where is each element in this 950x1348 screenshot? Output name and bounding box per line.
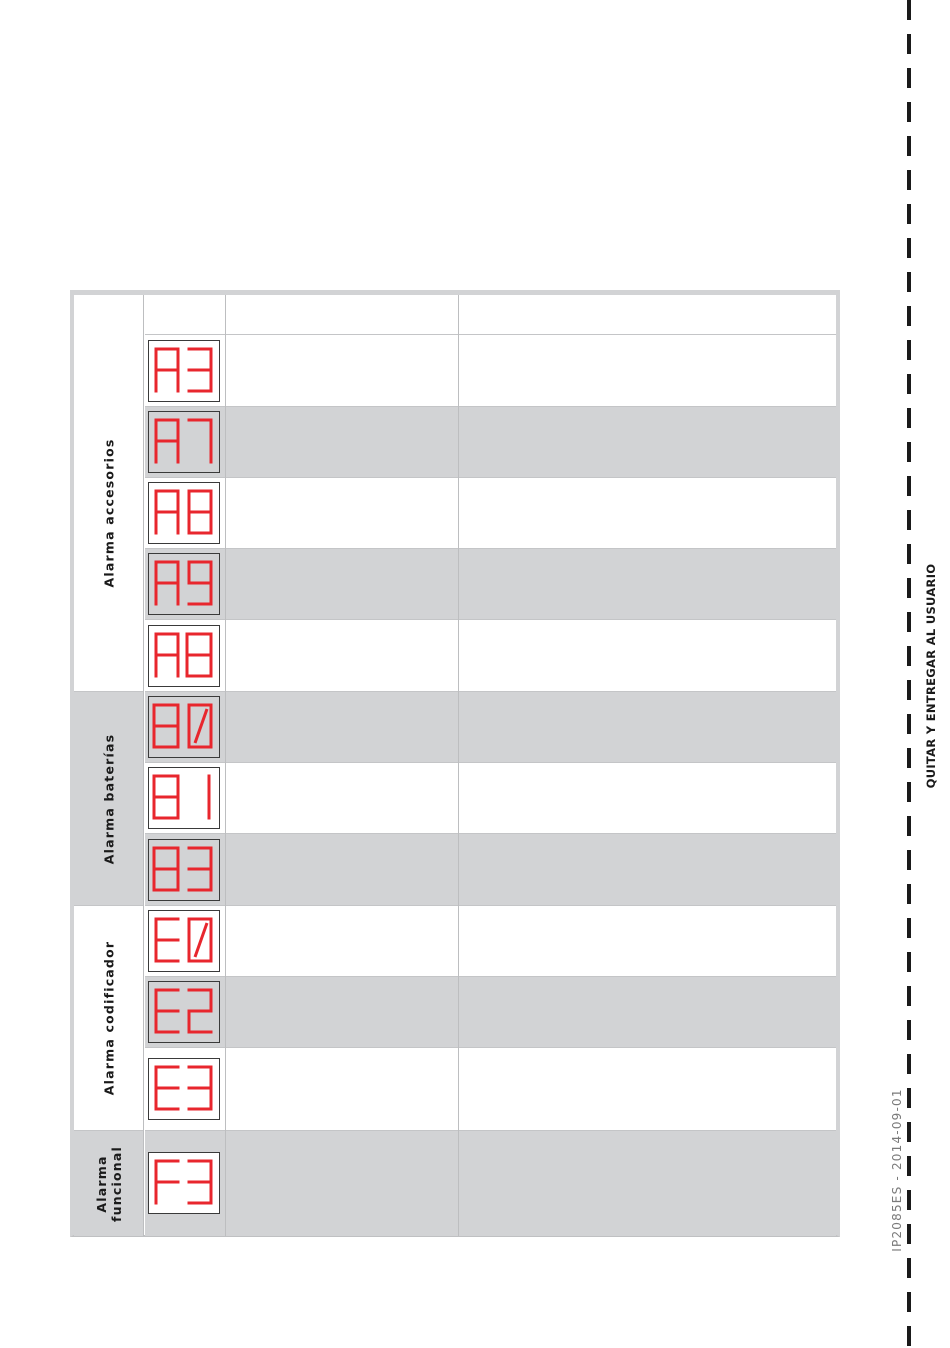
table-row-a3 (145, 335, 836, 407)
display-a7 (148, 411, 220, 473)
table-row-e0 (145, 906, 836, 977)
digit-0 (189, 705, 211, 747)
group-label-codificador: Alarma codificador (101, 940, 117, 1096)
digit-a (156, 634, 178, 676)
table-row-a9 (145, 549, 836, 620)
table-row-b3 (145, 834, 836, 906)
seven-segment-glyphs (149, 626, 218, 685)
digit-3 (189, 1067, 211, 1109)
display-a3 (148, 340, 220, 402)
display-ab (148, 625, 220, 687)
display-b3 (148, 839, 220, 901)
table-row-b0 (145, 692, 836, 763)
digit-b (154, 776, 178, 818)
seven-segment-glyphs (149, 412, 218, 471)
seven-segment-glyphs (149, 697, 218, 756)
group-cell-codificador (74, 906, 144, 1131)
group-label-accesorios: Alarma accesorios (101, 438, 117, 588)
column-divider-3 (458, 295, 459, 1236)
seven-segment-glyphs (149, 341, 218, 400)
digit-b (154, 705, 178, 747)
group-cell-funcional (74, 1131, 144, 1236)
seven-segment-glyphs (149, 768, 218, 827)
table-row-b1 (145, 763, 836, 834)
group-label-funcional (94, 1146, 124, 1222)
cut-instruction: QUITAR Y ENTREGAR AL USUARIO (924, 563, 938, 789)
group-cell-baterias (74, 692, 144, 906)
digit-a (156, 349, 178, 391)
display-e3 (148, 1058, 220, 1120)
group-cell-accesorios (74, 335, 144, 692)
digit-f (156, 1161, 178, 1203)
seven-segment-glyphs (149, 911, 218, 970)
digit-3 (189, 848, 211, 890)
seven-segment-glyphs (149, 554, 218, 613)
seven-segment-glyphs (149, 1153, 218, 1212)
table-row-a7 (145, 407, 836, 478)
display-a8 (148, 482, 220, 544)
table-row-f3 (145, 1131, 836, 1236)
seven-segment-glyphs (149, 840, 218, 899)
column-divider-1 (143, 295, 144, 1236)
group-label-funcional-line-1: Alarma (94, 1154, 109, 1213)
table-row-ab (145, 620, 836, 692)
segment-slash (195, 709, 207, 743)
group-label-baterias: Alarma baterías (101, 733, 117, 864)
digit-2 (189, 990, 211, 1032)
display-a9 (148, 553, 220, 615)
display-e2 (148, 981, 220, 1043)
display-e0 (148, 910, 220, 972)
cut-line (907, 0, 911, 1348)
display-b1 (148, 767, 220, 829)
table-header-row (145, 295, 836, 335)
digit-a (156, 562, 178, 604)
digit-b (154, 848, 178, 890)
display-f3 (148, 1152, 220, 1214)
seven-segment-glyphs (149, 1059, 218, 1118)
table-row-a8 (145, 478, 836, 549)
table-row-e2 (145, 977, 836, 1048)
column-divider-2 (225, 295, 226, 1236)
digit-e (156, 1067, 178, 1109)
digit-8 (189, 491, 211, 533)
digit-a (156, 420, 178, 462)
digit-7 (189, 420, 211, 462)
display-b0 (148, 696, 220, 758)
group-label-funcional-line-2: funcional (109, 1145, 124, 1222)
digit-e (156, 990, 178, 1032)
digit-3 (189, 349, 211, 391)
table-row-e3 (145, 1048, 836, 1131)
digit-9 (189, 562, 211, 604)
document-id: IP2085ES - 2014-09-01 (890, 1088, 904, 1252)
digit-e (156, 919, 178, 961)
segment-slash (195, 923, 207, 957)
seven-segment-glyphs (149, 483, 218, 542)
digit-b (187, 634, 211, 676)
digit-3 (189, 1161, 211, 1203)
seven-segment-glyphs (149, 982, 218, 1041)
digit-a (156, 491, 178, 533)
digit-0 (189, 919, 211, 961)
